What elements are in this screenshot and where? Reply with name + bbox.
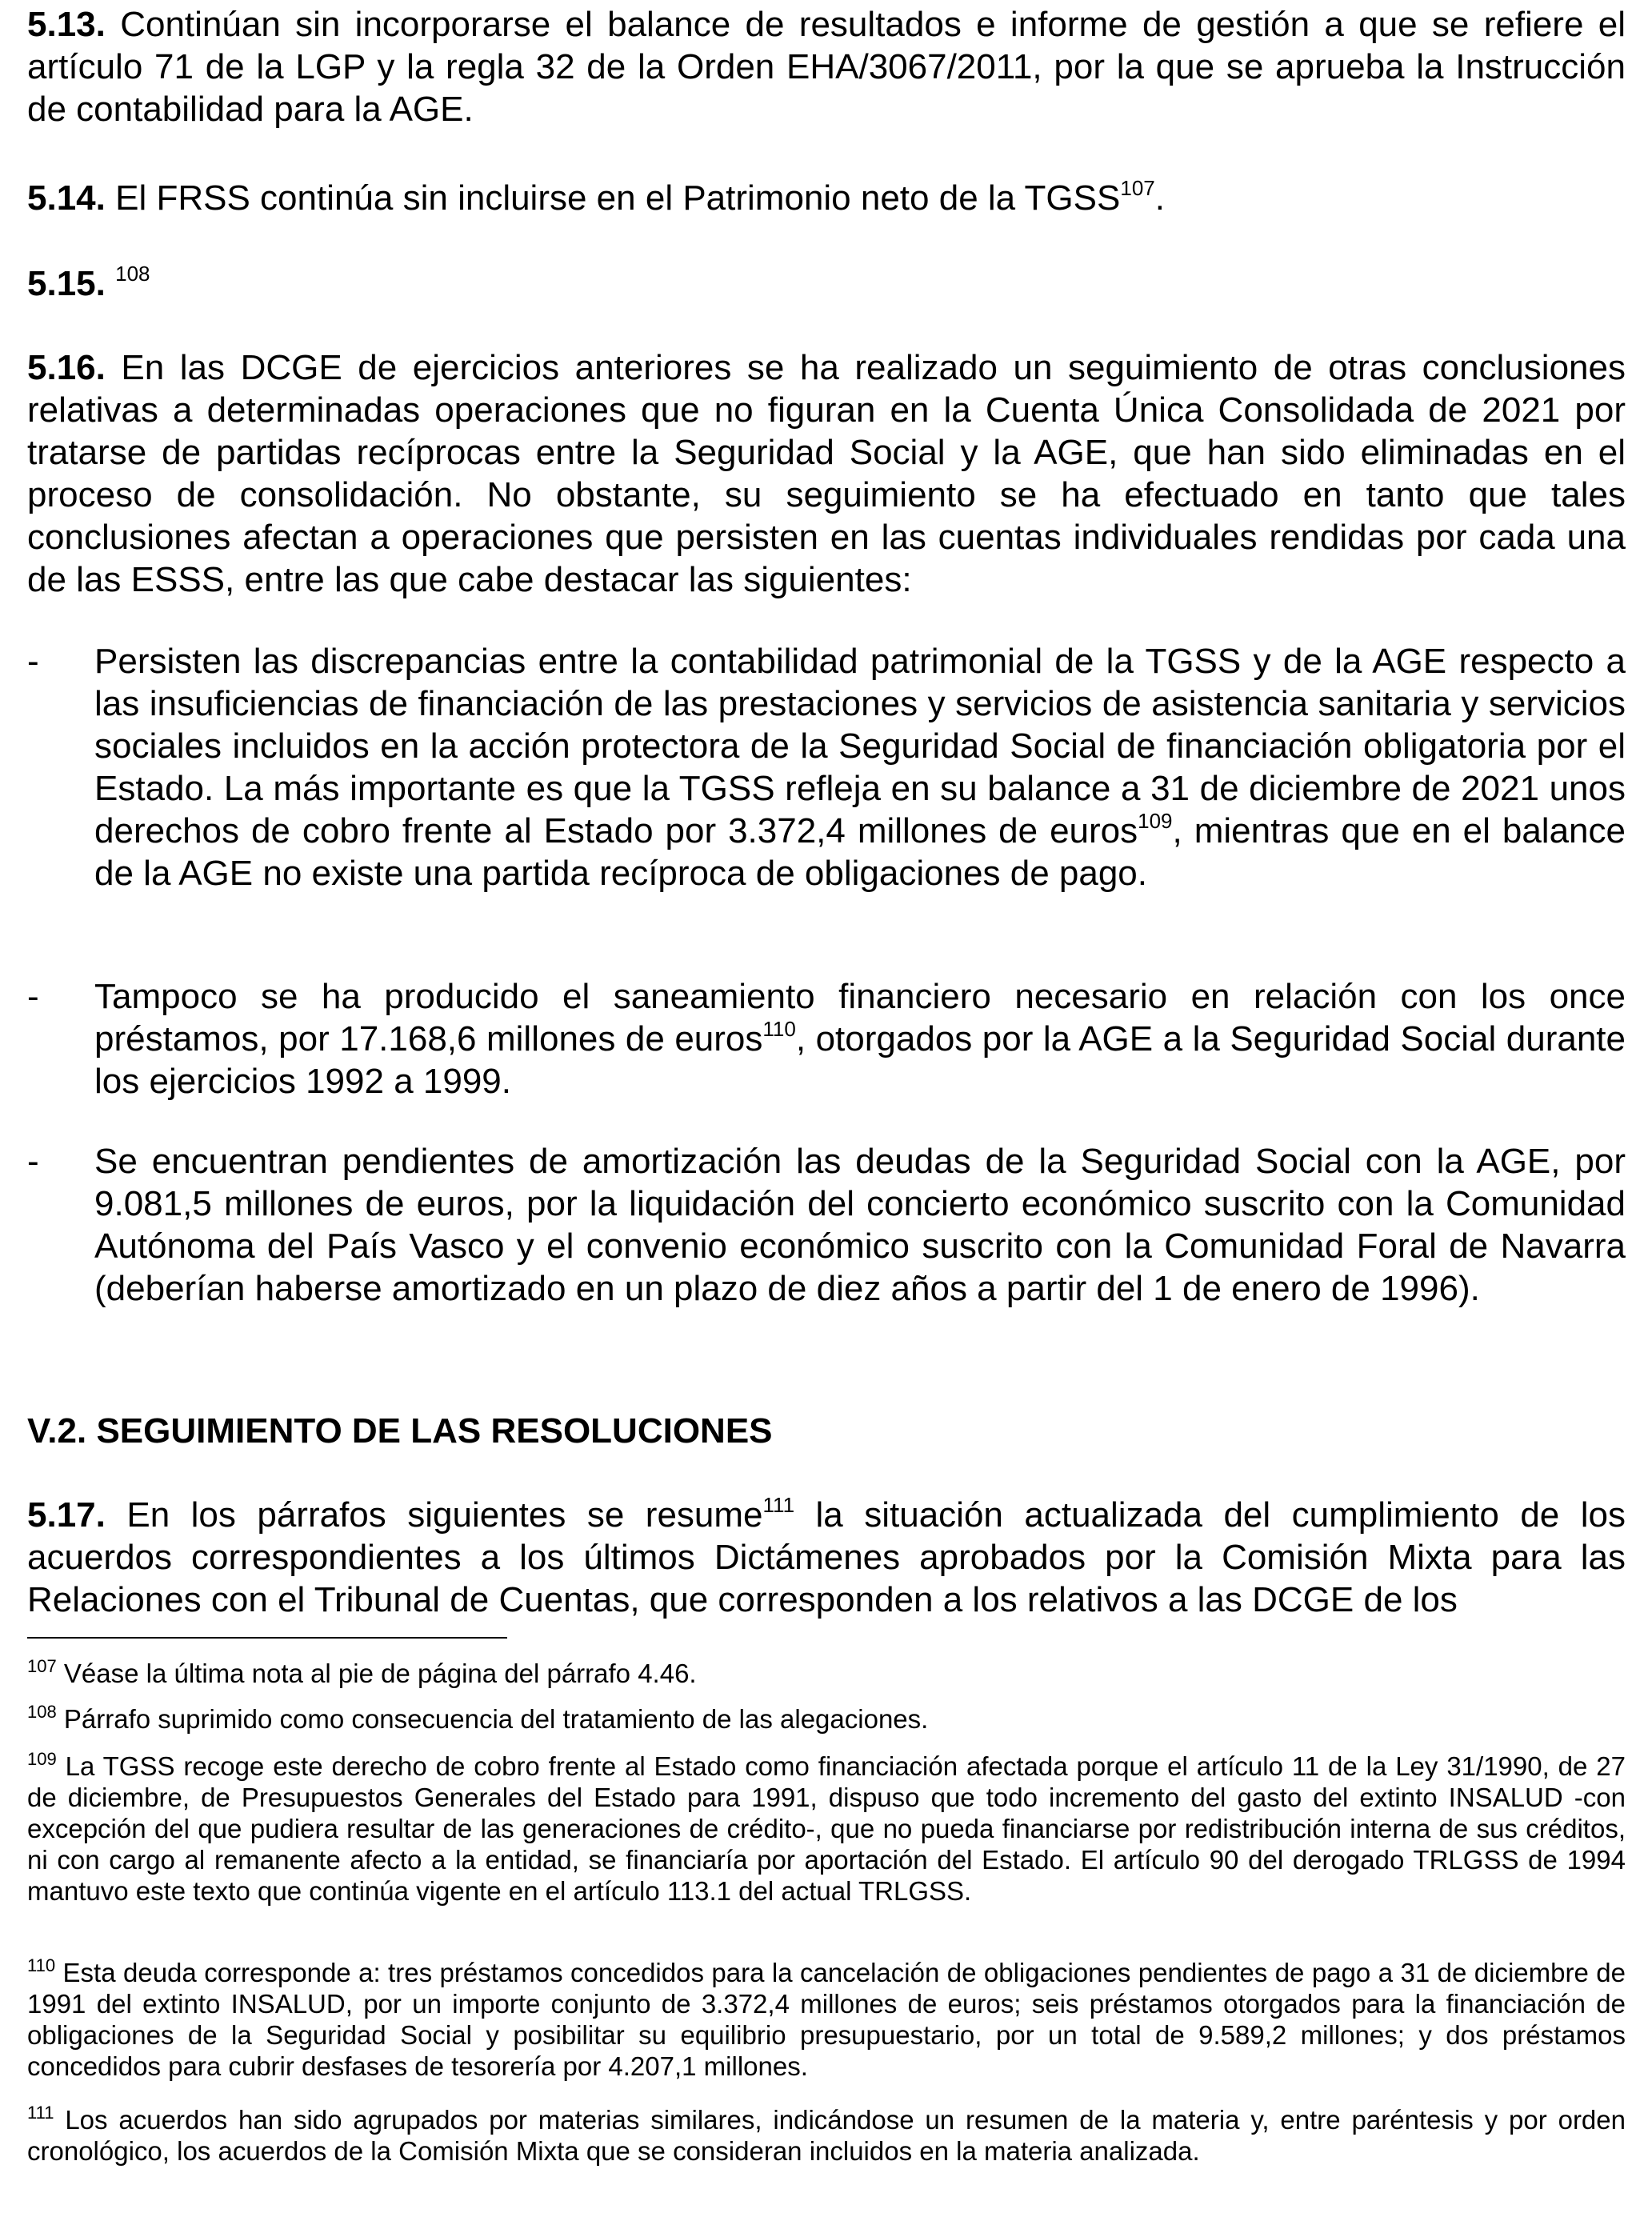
footnote-109 [27, 1751, 1626, 1907]
list-item-body-end: , otorgados por la AGE a la Seguridad Social durante los ejercicios 1992 a 1999. [94, 1019, 1626, 1101]
footnote-ref-110[interactable]: 110 [762, 1017, 796, 1041]
footnote-number: 110 [27, 1955, 56, 1975]
paragraph-number: 5.17. [27, 1495, 106, 1535]
list-dash: - [27, 1142, 39, 1181]
paragraph-text: En las DCGE de ejercicios anteriores se ha realizado un seguimiento de otras conclusiones relativas a determinadas operaciones que no figuran en la Cuenta Única Consolidada de 2021 por tratarse de partidas recíprocas entre la Seguridad Social y la AGE, que han sido eliminadas en el proceso de consolidación. No obstante, su seguimiento se ha efectuado en tanto que tales conclusiones afectan a operaciones que persisten en las cuentas individuales rendidas por cada una de las ESSS, entre las que cabe destacar las siguientes: [27, 348, 1626, 599]
list-item-text [94, 1140, 1626, 1310]
paragraph-text: En los párrafos siguientes se resume [105, 1495, 763, 1535]
paragraph-text-end: la situación actualizada del cumplimiento de los acuerdos correspondientes a los últimos Dictámenes aprobados por la Comisión Mixta para las Relaciones con el Tribunal de Cuentas, que corresponden a los relativos a las DCGE de los [27, 1495, 1626, 1619]
footnote-text: Esta deuda corresponde a: tres préstamos concedidos para la cancelación de obligaciones pendientes de pago a 31 de diciembre de 1991 del extinto INSALUD, por un importe conjunto de 3.372,4 millones de euros; seis préstamos otorgados para la financiación de obligaciones de la Seguridad Social y posibilitar su equilibrio presupuestario, por un total de 9.589,2 millones; y dos préstamos concedidos para cubrir desfases de tesorería por 4.207,1 millones. [27, 1958, 1626, 2081]
list-item-text [94, 640, 1626, 894]
list-item-body: Tampoco se ha producido el saneamiento financiero necesario en relación con los once préstamos, por 17.168,6 millones de euros [94, 977, 1626, 1058]
footnote-ref-107[interactable]: 107 [1120, 176, 1155, 200]
footnote-text: Véase la última nota al pie de página del párrafo 4.46. [56, 1659, 697, 1688]
list-dash: - [27, 642, 39, 681]
footnote-number: 109 [27, 1749, 57, 1769]
footnote-ref-111[interactable]: 111 [762, 1493, 795, 1517]
paragraph-5-15 [27, 262, 1626, 305]
list-item-body-end: , mientras que en el balance de la AGE no existe una partida recíproca de obligaciones de pago. [94, 811, 1626, 893]
paragraph-number: 5.16. [27, 348, 106, 387]
paragraph-5-16 [27, 346, 1626, 601]
footnote-110 [27, 1957, 1626, 2082]
paragraph-number: 5.14. [27, 178, 106, 218]
footnote-text: Los acuerdos han sido agrupados por materias similares, indicándose un resumen de la materia y, entre paréntesis y por orden cronológico, los acuerdos de la Comisión Mixta que se consideran incluidos en la materia analizada. [27, 2105, 1626, 2166]
footnote-number: 107 [27, 1656, 57, 1676]
footnote-107 [27, 1658, 1626, 1689]
paragraph-5-17 [27, 1494, 1626, 1621]
paragraph-number: 5.15. [27, 264, 106, 303]
paragraph-text: Continúan sin incorporarse el balance de resultados e informe de gestión a que se refiere el artículo 71 de la LGP y la regla 32 de la Orden EHA/3067/2011, por la que se aprueba la Instrucción de contabilidad para la AGE. [27, 5, 1626, 129]
list-item-body: Se encuentran pendientes de amortización las deudas de la Seguridad Social con la AGE, por 9.081,5 millones de euros, por la liquidación del concierto económico suscrito con la Comunidad Autónoma del País Vasco y el convenio económico suscrito con la Comunidad Foral de Navarra (deberían haberse amortizado en un plazo de diez años a partir del 1 de enero de 1996). [94, 1142, 1626, 1308]
paragraph-5-14 [27, 177, 1626, 219]
footnote-111 [27, 2104, 1626, 2167]
footnote-108 [27, 1703, 1626, 1735]
list-dash: - [27, 977, 39, 1016]
paragraph-text: El FRSS continúa sin incluirse en el Patrimonio neto de la TGSS [105, 178, 1121, 218]
footnote-number: 111 [27, 2103, 54, 2123]
paragraph-number: 5.13. [27, 5, 106, 44]
paragraph-text-end: . [1154, 178, 1165, 218]
list-item-body: Persisten las discrepancias entre la contabilidad patrimonial de la TGSS y de la AGE respecto a las insuficiencias de financiación de las prestaciones y servicios de asistencia sanitaria y servicios sociales incluidos en la acción protectora de la Seguridad Social de financiación obligatoria por el Estado. La más importante es que la TGSS refleja en su balance a 31 de diciembre de 2021 unos derechos de cobro frente al Estado por 3.372,4 millones de euros [94, 642, 1626, 850]
footnote-number: 108 [27, 1702, 57, 1722]
paragraph-5-13 [27, 3, 1626, 130]
footnote-separator [27, 1637, 507, 1639]
footnote-text: La TGSS recoge este derecho de cobro frente al Estado como financiación afectada porque el artículo 11 de la Ley 31/1990, de 27 de diciembre, de Presupuestos Generales del Estado para 1991, dispuso que todo incremento del gasto del extinto INSALUD -con excepción del que pudiera resultar de las generaciones de crédito-, que no pueda financiarse por redistribución interna de sus créditos, ni con cargo al remanente afecto a la entidad, se financiaría por aportación del Estado. El artículo 90 del derogado TRLGSS de 1994 mantuvo este texto que continúa vigente en el artículo 113.1 del actual TRLGSS. [27, 1751, 1626, 1906]
section-heading: V.2. SEGUIMIENTO DE LAS RESOLUCIONES [27, 1411, 773, 1451]
footnote-text: Párrafo suprimido como consecuencia del tratamiento de las alegaciones. [56, 1704, 929, 1734]
footnote-ref-109[interactable]: 109 [1138, 809, 1173, 833]
footnote-ref-108[interactable]: 108 [115, 262, 150, 286]
list-item-text [94, 975, 1626, 1102]
